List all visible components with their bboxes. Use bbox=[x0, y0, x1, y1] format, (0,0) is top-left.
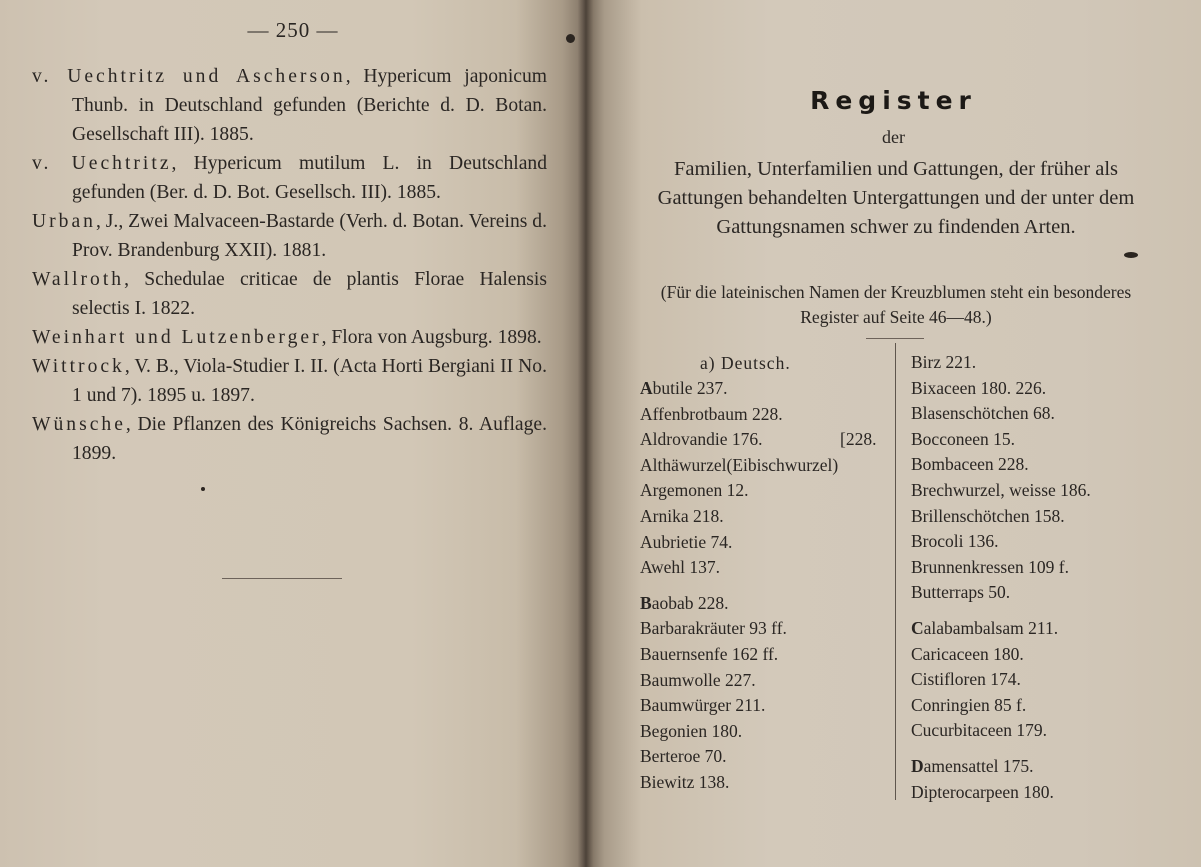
entry-author: Wallroth bbox=[32, 269, 125, 290]
register-subtitle: Familien, Unterfamilien und Gattungen, der früher als Gattungen behandelten Untergattungen und der unter dem Gattungsnamen schwer zu findenden Arten. bbox=[657, 158, 1135, 238]
register-entry bbox=[640, 719, 890, 745]
register-letter-group bbox=[911, 616, 1161, 744]
register-entry bbox=[911, 478, 1161, 504]
entry-name: Argemonen 12. bbox=[640, 480, 749, 501]
register-subtitle-der: der bbox=[882, 127, 905, 147]
register-note: (Für die lateinischen Namen der Kreuzblumen steht ein besonderes Register auf Seite 46—48.) bbox=[660, 282, 1132, 327]
bibliography-entry bbox=[32, 62, 547, 149]
end-rule bbox=[222, 578, 342, 579]
register-entry bbox=[640, 591, 890, 617]
register-entry bbox=[640, 530, 890, 556]
entry-author: Urban bbox=[32, 211, 96, 232]
column-heading: a) Deutsch. bbox=[700, 353, 791, 373]
entry-name: Arnika 218. bbox=[640, 505, 724, 526]
entry-name: Cistifloren 174. bbox=[911, 669, 1021, 690]
register-entry bbox=[640, 616, 890, 642]
register-entry bbox=[911, 376, 1161, 402]
entry-name: Begonien 180. bbox=[640, 720, 743, 741]
register-letter-group bbox=[911, 754, 1161, 805]
register-entry bbox=[911, 401, 1161, 427]
bibliography-entry bbox=[32, 323, 547, 352]
entry-name: Bombaceen 228. bbox=[911, 454, 1029, 475]
entry-text: , Schedulae criticae de plantis Florae Halensis selectis I. 1822. bbox=[72, 269, 547, 319]
entry-text: , Flora von Augsburg. 1898. bbox=[321, 327, 542, 348]
page-number: — 250 — bbox=[247, 18, 339, 42]
register-entry bbox=[640, 453, 890, 479]
register-entry bbox=[640, 427, 890, 453]
entry-text: , Hypericum japonicum Thunb. in Deutschland gefunden (Berichte d. D. Botan. Gesellschaft III). 1885. bbox=[72, 66, 547, 145]
title-rule bbox=[866, 338, 924, 339]
entry-name: amensattel 175. bbox=[923, 755, 1034, 776]
bibliography-entry bbox=[32, 410, 547, 468]
register-letter-group bbox=[911, 350, 1161, 606]
entry-name: Aubrietie 74. bbox=[640, 531, 733, 552]
register-column-left bbox=[640, 350, 890, 806]
entry-name: Birz 221. bbox=[911, 352, 977, 372]
entry-name: Brillenschötchen 158. bbox=[911, 505, 1065, 526]
column-divider bbox=[895, 343, 896, 800]
entry-text: , V. B., Viola-Studier I. II. (Acta Horti Bergiani II No. 1 und 7). 1895 u. 1897. bbox=[72, 356, 547, 406]
entry-name: Affenbrotbaum 228. bbox=[640, 403, 783, 424]
register-entry bbox=[640, 555, 890, 581]
entry-name: aobab 228. bbox=[651, 592, 729, 613]
register-column-right bbox=[911, 350, 1161, 815]
entry-name: Brechwurzel, weisse 186. bbox=[911, 479, 1091, 500]
register-entry bbox=[911, 693, 1161, 719]
entry-initial: C bbox=[911, 617, 924, 638]
entry-author: Weinhart und Lutzenberger bbox=[32, 327, 322, 348]
entry-name: Caricaceen 180. bbox=[911, 643, 1024, 664]
register-entry bbox=[911, 718, 1161, 744]
bibliography-entry bbox=[32, 149, 547, 207]
ink-speck bbox=[201, 487, 205, 491]
register-title: Register bbox=[810, 86, 977, 115]
register-entry bbox=[911, 780, 1161, 806]
bibliography-entry bbox=[32, 352, 547, 410]
register-letter-group bbox=[640, 376, 890, 581]
bibliography-entry bbox=[32, 265, 547, 323]
register-entry bbox=[911, 616, 1161, 642]
entry-text: , Die Pflanzen des Königreichs Sachsen. 8. Auflage. 1899. bbox=[72, 414, 547, 464]
register-entry bbox=[911, 580, 1161, 606]
register-entry bbox=[911, 754, 1161, 780]
register-entry bbox=[640, 642, 890, 668]
entry-name: Bocconeen 15. bbox=[911, 428, 1015, 449]
register-entry bbox=[640, 504, 890, 530]
entry-name: Baumwürger 211. bbox=[640, 695, 766, 716]
entry-name: Barbarakräuter 93 ff. bbox=[640, 618, 787, 639]
entry-name: Brunnenkressen 109 f. bbox=[911, 556, 1069, 577]
register-entry bbox=[911, 452, 1161, 478]
entry-name: Butterraps 50. bbox=[911, 582, 1011, 603]
entry-name: alabambalsam 211. bbox=[923, 617, 1059, 638]
ink-speck bbox=[566, 34, 575, 43]
register-letter-group bbox=[640, 591, 890, 796]
entry-name: Brocoli 136. bbox=[911, 531, 999, 552]
register-entry bbox=[640, 693, 890, 719]
register-entry bbox=[911, 427, 1161, 453]
register-entry bbox=[640, 668, 890, 694]
entry-name: Berteroe 70. bbox=[640, 746, 727, 767]
register-entry bbox=[911, 555, 1161, 581]
register-entry bbox=[911, 667, 1161, 693]
entry-author: Wittrock bbox=[32, 356, 125, 377]
entry-initial: D bbox=[911, 755, 924, 776]
entry-author: v. Uechtritz und Ascherson bbox=[32, 66, 346, 87]
entry-continuation: [228. bbox=[840, 429, 877, 450]
entry-initial: B bbox=[640, 592, 652, 613]
entry-name: Biewitz 138. bbox=[640, 771, 730, 792]
entry-initial: A bbox=[640, 378, 653, 398]
register-entry bbox=[911, 350, 1161, 376]
entry-name: Bixaceen 180. 226. bbox=[911, 377, 1047, 398]
entry-author: Wünsche bbox=[32, 414, 126, 435]
entry-text: , J., Zwei Malvaceen-Bastarde (Verh. d. Botan. Vereins d. Prov. Brandenburg XXII). 1881. bbox=[72, 211, 547, 261]
ink-speck bbox=[1124, 252, 1138, 258]
bibliography-entry bbox=[32, 207, 547, 265]
entry-name: Baumwolle 227. bbox=[640, 669, 756, 690]
entry-author: v. Uechtritz bbox=[32, 153, 172, 174]
register-entry bbox=[911, 504, 1161, 530]
register-entry bbox=[640, 744, 890, 770]
register-entry bbox=[640, 402, 890, 428]
entry-name: Awehl 137. bbox=[640, 557, 721, 578]
entry-name: Althäwurzel(Eibischwurzel) bbox=[640, 454, 839, 475]
entry-text: , Hypericum mutilum L. in Deutschland gefunden (Ber. d. D. Bot. Gesellsch. III). 1885. bbox=[72, 153, 547, 203]
entry-name: Cucurbitaceen 179. bbox=[911, 720, 1048, 741]
register-entry bbox=[640, 770, 890, 796]
entry-name: Blasenschötchen 68. bbox=[911, 403, 1055, 424]
register-entry bbox=[911, 529, 1161, 555]
register-entry bbox=[640, 376, 890, 402]
bibliography-list bbox=[32, 62, 547, 468]
register-entry bbox=[911, 642, 1161, 668]
entry-name: Bauernsenfe 162 ff. bbox=[640, 643, 779, 664]
entry-name: Conringien 85 f. bbox=[911, 694, 1027, 715]
entry-name: Aldrovandie 176. bbox=[640, 429, 763, 450]
entry-name: butile 237. bbox=[652, 378, 728, 398]
entry-name: Dipterocarpeen 180. bbox=[911, 781, 1054, 802]
register-entry bbox=[640, 478, 890, 504]
